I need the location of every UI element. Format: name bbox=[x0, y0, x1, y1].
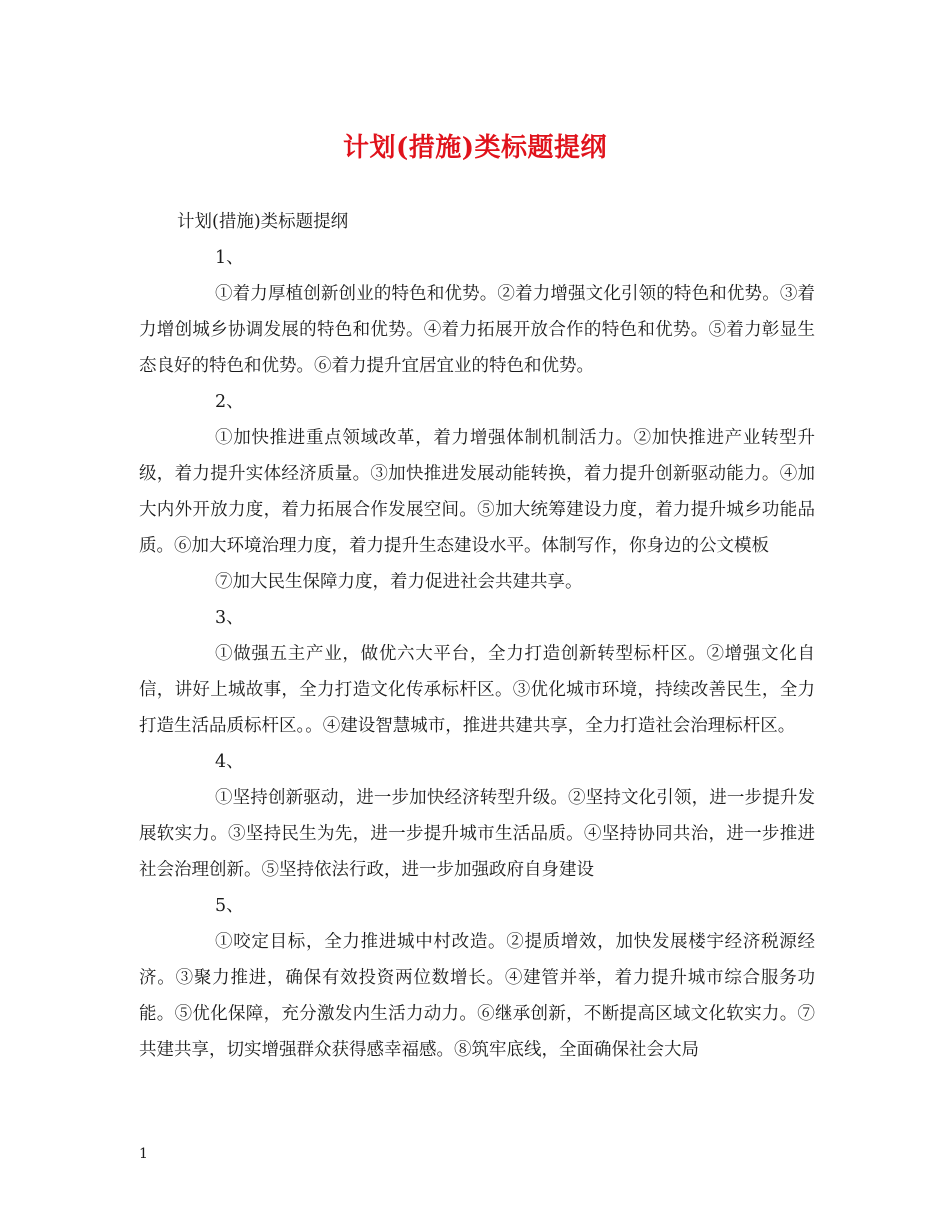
section-4-paragraph: ①坚持创新驱动，进一步加快经济转型升级。②坚持文化引领，进一步提升发展软实力。③坚持民生为先，进一步提升城市生活品质。④坚持协同共治，进一步推进社会治理创新。⑤坚持依法行政，进一步加强政府自身建设 bbox=[139, 788, 815, 880]
section-3-number: 3、 bbox=[215, 608, 244, 628]
section-4-number: 4、 bbox=[215, 752, 244, 772]
section-5-paragraph: ①咬定目标，全力推进城中村改造。②提质增效，加快发展楼宇经济税源经济。③聚力推进，确保有效投资两位数增长。④建管并举，着力提升城市综合服务功能。⑤优化保障，充分激发内生活力动力。⑥继承创新，不断提高区域文化软实力。⑦共建共享，切实增强群众获得感幸福感。⑧筑牢底线，全面确保社会大局 bbox=[139, 932, 815, 1060]
document-title: 计划(措施)类标题提纲 bbox=[342, 133, 608, 163]
section-2-paragraph-2: ⑦加大民生保障力度，着力促进社会共建共享。 bbox=[215, 572, 583, 592]
document-subtitle: 计划(措施)类标题提纲 bbox=[177, 212, 349, 232]
section-1-number: 1、 bbox=[215, 248, 244, 268]
section-1-paragraph: ①着力厚植创新创业的特色和优势。②着力增强文化引领的特色和优势。③着力增创城乡协调发展的特色和优势。④着力拓展开放合作的特色和优势。⑤着力彰显生态良好的特色和优势。⑥着力提升宜居宜业的特色和优势。 bbox=[139, 284, 815, 376]
section-2-paragraph: ①加快推进重点领域改革，着力增强体制机制活力。②加快推进产业转型升级，着力提升实体经济质量。③加快推进发展动能转换，着力提升创新驱动能力。④加大内外开放力度，着力拓展合作发展空间。⑤加大统筹建设力度，着力提升城乡功能品质。⑥加大环境治理力度，着力提升生态建设水平。体制写作，你身边的公文模板 bbox=[139, 428, 815, 556]
document-body bbox=[139, 204, 815, 1068]
section-2-number: 2、 bbox=[215, 392, 244, 412]
section-3-paragraph: ①做强五主产业，做优六大平台，全力打造创新转型标杆区。②增强文化自信，讲好上城故事，全力打造文化传承标杆区。③优化城市环境，持续改善民生，全力打造生活品质标杆区。。④建设智慧城市，推进共建共享，全力打造社会治理标杆区。 bbox=[139, 644, 815, 736]
page-number: 1 bbox=[139, 1146, 148, 1162]
section-5-number: 5、 bbox=[215, 896, 244, 916]
